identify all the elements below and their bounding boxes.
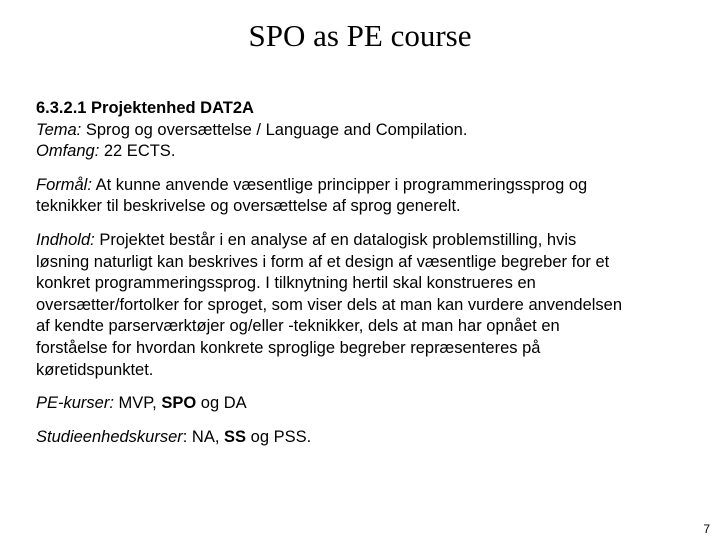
indhold-line: Projektet består i en analyse af en datalogisk problemstilling, hvis: [99, 230, 577, 249]
studie-line: [36, 427, 696, 449]
pe-kurser-line: [36, 393, 696, 415]
formaal-label: Formål:: [36, 175, 92, 194]
indhold-line: konkret programmeringssprog. I tilknytning hertil skal konstrueres en: [36, 274, 536, 293]
pe-kurser-bold: SPO: [161, 394, 197, 413]
pe-kurser-label: PE-kurser:: [36, 394, 114, 413]
studie-part1: : NA,: [182, 427, 220, 446]
unit-heading: 6.3.2.1 Projektenhed DAT2A: [36, 99, 254, 117]
omfang-label: Omfang:: [36, 142, 100, 161]
unit-section: [36, 98, 696, 163]
pe-kurser-part2: og DA: [200, 394, 247, 413]
tema-value: Sprog og oversættelse / Language and Compilation.: [85, 120, 468, 139]
formaal-paragraph: [36, 175, 696, 218]
indhold-line: forståelse for hvordan konkrete sproglige begreber repræsenteres på: [36, 338, 541, 357]
pe-kurser-part1: MVP,: [118, 394, 157, 413]
indhold-label: Indhold:: [36, 230, 95, 249]
omfang-value: 22 ECTS.: [103, 142, 176, 161]
indhold-line: løsning naturligt kan beskrives i form af et design af væsentlige begreber for et: [36, 252, 610, 271]
formaal-line-2: teknikker til beskrivelse og oversættelse af sprog generelt.: [36, 197, 461, 216]
indhold-line: køretidspunktet.: [36, 360, 154, 379]
studie-part2: og PSS.: [250, 427, 312, 446]
slide-body: [36, 98, 696, 448]
tema-label: Tema:: [36, 120, 82, 139]
indhold-paragraph: [36, 230, 696, 381]
formaal-line-1: At kunne anvende væsentlige principper i programmeringssprog og: [95, 175, 588, 194]
indhold-line: af kendte parserværktøjer og/eller -teknikker, dels at man har opnået en: [36, 317, 560, 336]
page-number: 7: [703, 522, 710, 536]
indhold-line: oversætter/fortolker for sproget, som viser dels at man kan vurdere anvendelsen: [36, 295, 623, 314]
slide-title: SPO as PE course: [248, 18, 472, 53]
studie-label: Studieenhedskurser: [36, 427, 183, 446]
studie-bold: SS: [224, 427, 247, 446]
